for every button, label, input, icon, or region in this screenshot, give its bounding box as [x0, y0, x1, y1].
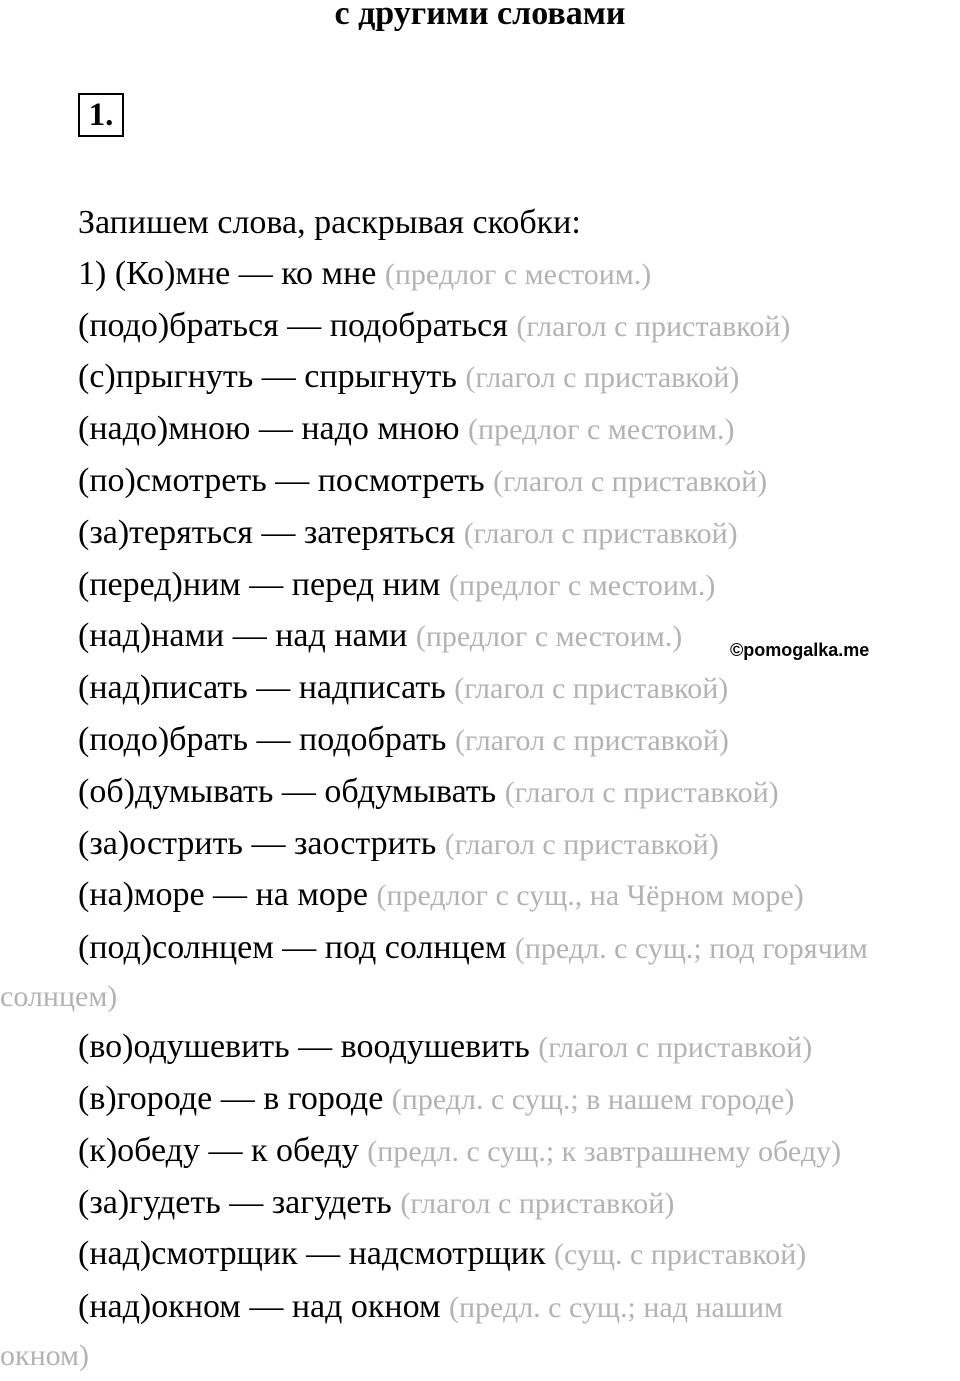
word-result: под солнцем [324, 929, 507, 967]
word-result: спрыгнуть [304, 358, 457, 396]
dash: — [247, 669, 299, 707]
word-source: (надо)мною [78, 410, 251, 448]
word-result: подобрать [299, 720, 447, 758]
row-number: 1) [78, 254, 115, 292]
dash: — [253, 358, 305, 396]
dash: — [252, 513, 304, 551]
grammar-note: (сущ. с приставкой) [553, 1238, 807, 1272]
word-row [0, 767, 960, 819]
word-result: к обеду [250, 1131, 359, 1169]
dash: — [199, 1131, 251, 1169]
word-result: загудеть [271, 1183, 392, 1221]
word-row [0, 1022, 960, 1074]
word-source: (подо)брать [78, 720, 249, 758]
word-source: (над)смотрщик [78, 1235, 298, 1273]
grammar-note: (глагол с приставкой) [538, 1031, 813, 1065]
dash: — [230, 254, 282, 292]
intro-text: Запишем слова, раскрывая скобки: [78, 204, 581, 241]
word-row [0, 1229, 960, 1281]
dash: — [278, 306, 330, 344]
word-result: надсмотрщик [348, 1235, 546, 1273]
dash: — [212, 1079, 264, 1117]
page-title: с другими словами [334, 0, 626, 32]
word-source: (по)смотреть [78, 461, 267, 499]
word-result: ко мне [281, 254, 377, 292]
grammar-note: (предлог с сущ., на Чёрном море) [376, 879, 804, 913]
word-row [0, 715, 960, 767]
word-row [0, 1178, 960, 1230]
word-row [0, 922, 870, 1022]
word-result: посмотреть [317, 461, 485, 499]
word-source: (под)солнцем [78, 929, 274, 967]
dash: — [273, 929, 325, 967]
grammar-note: (глагол с приставкой) [463, 516, 738, 550]
word-row [0, 1126, 960, 1178]
word-source: (в)городе [78, 1079, 213, 1117]
word-result: обдумывать [324, 772, 497, 810]
grammar-note: (предл. с сущ.; к завтрашнему обеду) [367, 1134, 842, 1168]
word-row [0, 1281, 870, 1381]
word-result: на море [255, 876, 368, 914]
word-source: (Ко)мне [114, 254, 231, 292]
word-row [0, 301, 960, 353]
word-result: подобраться [329, 306, 508, 344]
task-number-box: 1. [78, 93, 124, 137]
word-source: (над)писать [78, 669, 248, 707]
word-result: над окном [291, 1288, 441, 1326]
word-source: (перед)ним [78, 565, 241, 603]
word-source: (об)думывать [78, 772, 274, 810]
word-source: (над)нами [78, 617, 225, 655]
word-source: (во)одушевить [78, 1028, 290, 1066]
grammar-note: (предлог с местоим.) [415, 620, 683, 654]
word-row [0, 870, 960, 922]
answer-content [0, 198, 960, 1381]
grammar-note: (глагол с приставкой) [400, 1186, 675, 1220]
dash: — [250, 410, 302, 448]
grammar-note: (предл. с сущ.; под горячим солнцем) [0, 932, 868, 1014]
word-result: воодушевить [340, 1028, 530, 1066]
grammar-note: (предл. с сущ.; в нашем городе) [391, 1082, 795, 1116]
grammar-note: (глагол с приставкой) [454, 723, 729, 757]
dash: — [297, 1235, 349, 1273]
word-row [0, 249, 960, 301]
dash: — [289, 1028, 341, 1066]
word-result: затеряться [303, 513, 456, 551]
word-result: надо мною [301, 410, 460, 448]
word-row [0, 1074, 960, 1126]
grammar-note: (предл. с сущ.; над нашим окном) [0, 1291, 783, 1373]
dash: — [240, 565, 292, 603]
word-source: (к)обеду [78, 1131, 200, 1169]
word-result: в городе [263, 1079, 384, 1117]
watermark: ©pomogalka.me [730, 640, 870, 660]
grammar-note: (глагол с приставкой) [493, 464, 768, 498]
word-row [0, 663, 960, 715]
word-source: (подо)браться [78, 306, 279, 344]
grammar-note: (глагол с приставкой) [465, 361, 740, 395]
grammar-note: (глагол с приставкой) [444, 827, 719, 861]
grammar-note: (предлог с местоим.) [468, 413, 735, 447]
word-list [0, 249, 960, 1381]
dash: — [240, 1288, 292, 1326]
grammar-note: (глагол с приставкой) [504, 775, 779, 809]
word-row [0, 404, 960, 456]
word-result: заострить [293, 824, 437, 862]
dash: — [204, 876, 256, 914]
dash: — [248, 720, 300, 758]
word-source: (за)гудеть [78, 1183, 221, 1221]
word-source: (за)теряться [78, 513, 253, 551]
word-result: надписать [298, 669, 446, 707]
dash: — [266, 461, 318, 499]
word-row [0, 508, 960, 560]
grammar-note: (глагол с приставкой) [516, 309, 791, 343]
word-source: (с)прыгнуть [78, 358, 254, 396]
word-source: (на)море [78, 876, 205, 914]
word-row [0, 352, 960, 404]
dash: — [273, 772, 325, 810]
word-source: (за)острить [78, 824, 243, 862]
grammar-note: (предлог с местоим.) [384, 257, 652, 291]
word-row [0, 560, 960, 612]
word-result: перед ним [291, 565, 441, 603]
dash: — [220, 1183, 272, 1221]
grammar-note: (предлог с местоим.) [448, 568, 716, 602]
word-row [0, 819, 960, 871]
word-result: над нами [275, 617, 408, 655]
grammar-note: (глагол с приставкой) [454, 672, 729, 706]
dash: — [224, 617, 276, 655]
word-row [0, 456, 960, 508]
word-source: (над)окном [78, 1288, 241, 1326]
dash: — [242, 824, 294, 862]
